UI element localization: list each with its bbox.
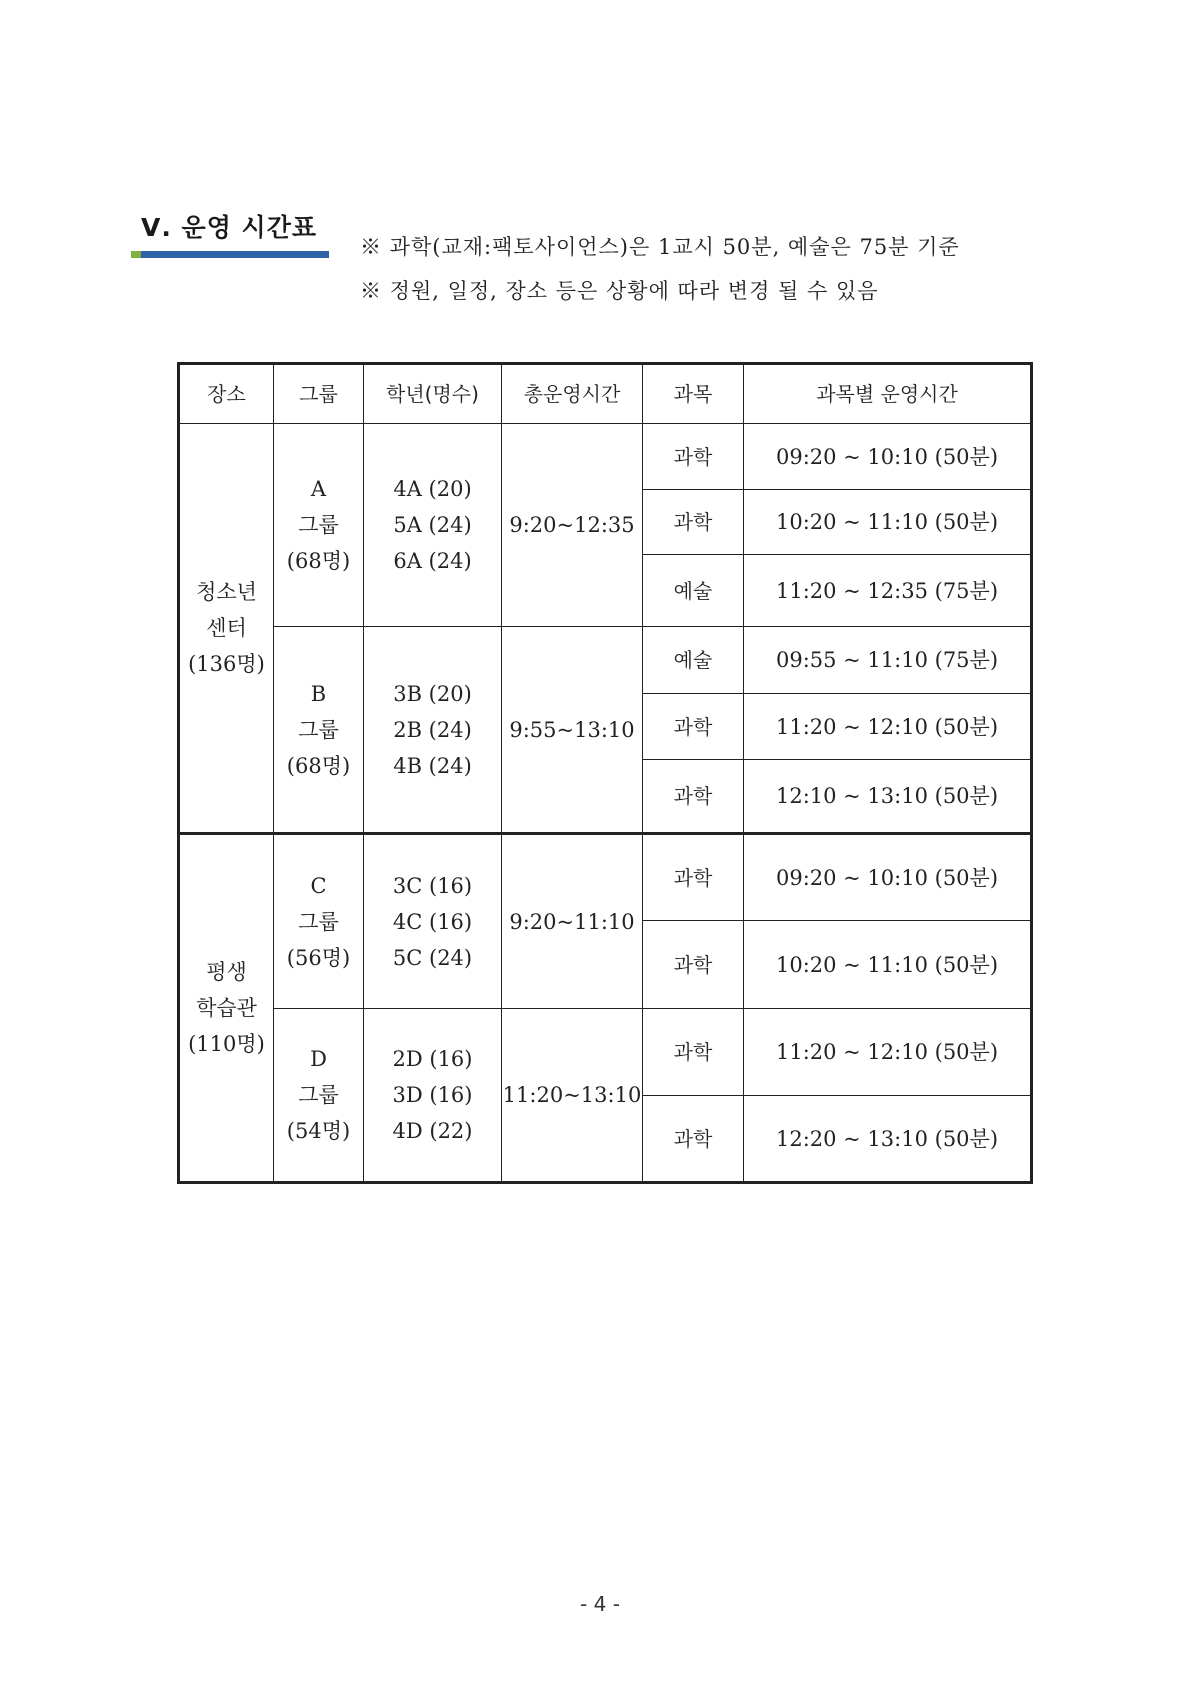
session-time-cell: 11:20 ~ 12:35 (75분): [744, 555, 1032, 627]
grade-line: 4C (16): [392, 909, 473, 934]
grade-line: 2B (24): [393, 717, 472, 742]
group-line: 그룹: [298, 717, 339, 742]
subject-cell: 과학: [643, 1009, 744, 1096]
subject-cell: 과학: [643, 921, 744, 1009]
total-time-cell: 9:20~12:35: [502, 424, 643, 627]
session-time-cell: 10:20 ~ 11:10 (50분): [744, 490, 1032, 555]
group-line: D: [310, 1047, 327, 1071]
subject-cell: 예술: [643, 555, 744, 627]
table-header-row: [179, 364, 1032, 424]
group-line: 그룹: [298, 909, 339, 934]
grade-line: 3B (20): [393, 681, 472, 706]
grade-line: 3C (16): [392, 873, 473, 898]
session-time-cell: 12:20 ~ 13:10 (50분): [744, 1096, 1032, 1183]
subject-cell: 과학: [643, 1096, 744, 1183]
subject-cell: 예술: [643, 627, 744, 694]
group-cell: [274, 834, 364, 1009]
grade-cell: [364, 424, 502, 627]
grade-line: 4A (20): [393, 477, 472, 501]
subject-cell: 과학: [643, 834, 744, 921]
grade-line: 5C (24): [392, 945, 473, 970]
grade-cell: [364, 627, 502, 834]
header-grade: 학년(명수): [364, 364, 502, 424]
total-time-cell: 9:55~13:10: [502, 627, 643, 834]
grade-line: 4B (24): [393, 753, 472, 778]
grade-line: 4D (22): [392, 1119, 473, 1143]
session-time-cell: 11:20 ~ 12:10 (50분): [744, 1009, 1032, 1096]
table-row: [179, 1009, 1032, 1096]
location-cell: [179, 834, 274, 1183]
table-row: [179, 627, 1032, 694]
group-line: (68명): [286, 753, 351, 778]
subject-cell: 과학: [643, 760, 744, 834]
location-line: 센터: [206, 616, 247, 640]
group-cell: [274, 424, 364, 627]
schedule-table: [177, 362, 1033, 1184]
group-line: (56명): [286, 945, 351, 970]
note-line: ※ 과학(교재:팩토사이언스)은 1교시 50분, 예술은 75분 기준: [360, 235, 960, 259]
session-time-cell: 09:20 ~ 10:10 (50분): [744, 834, 1032, 921]
table-row: [179, 834, 1032, 921]
subject-cell: 과학: [643, 694, 744, 760]
group-line: C: [310, 873, 327, 898]
session-time-cell: 11:20 ~ 12:10 (50분): [744, 694, 1032, 760]
location-cell: [179, 424, 274, 834]
location-line: (136명): [188, 652, 265, 676]
group-cell: [274, 627, 364, 834]
grade-cell: [364, 1009, 502, 1183]
header-group: 그룹: [274, 364, 364, 424]
group-line: (68명): [286, 549, 351, 573]
grade-line: 3D (16): [392, 1083, 473, 1107]
session-time-cell: 12:10 ~ 13:10 (50분): [744, 760, 1032, 834]
header-subject-time: 과목별 운영시간: [744, 364, 1032, 424]
header-subject: 과목: [643, 364, 744, 424]
session-time-cell: 09:20 ~ 10:10 (50분): [744, 424, 1032, 490]
group-line: (54명): [286, 1119, 351, 1143]
notes-block: [360, 230, 960, 318]
title-underline-bar: [131, 251, 329, 258]
page-number: - 4 -: [580, 1592, 620, 1616]
subject-cell: 과학: [643, 490, 744, 555]
group-line: B: [310, 681, 327, 706]
header-total-time: 총운영시간: [502, 364, 643, 424]
grade-line: 2D (16): [392, 1047, 473, 1071]
group-line: 그룹: [298, 1083, 339, 1107]
total-time-cell: 9:20~11:10: [502, 834, 643, 1009]
grade-line: 5A (24): [393, 513, 472, 537]
location-line: 학습관: [196, 996, 257, 1020]
location-line: 청소년: [196, 580, 257, 604]
table-row: [179, 424, 1032, 490]
location-line: 평생: [206, 960, 247, 984]
section-title: Ⅴ. 운영 시간표: [141, 213, 318, 242]
group-line: A: [310, 477, 327, 501]
group-line: 그룹: [298, 513, 339, 537]
group-cell: [274, 1009, 364, 1183]
location-line: (110명): [188, 1032, 265, 1056]
total-time-cell: 11:20~13:10: [502, 1009, 643, 1183]
session-time-cell: 10:20 ~ 11:10 (50분): [744, 921, 1032, 1009]
grade-line: 6A (24): [393, 549, 472, 573]
grade-cell: [364, 834, 502, 1009]
header-location: 장소: [179, 364, 274, 424]
session-time-cell: 09:55 ~ 11:10 (75분): [744, 627, 1032, 694]
note-line: ※ 정원, 일정, 장소 등은 상황에 따라 변경 될 수 있음: [360, 279, 879, 303]
subject-cell: 과학: [643, 424, 744, 490]
